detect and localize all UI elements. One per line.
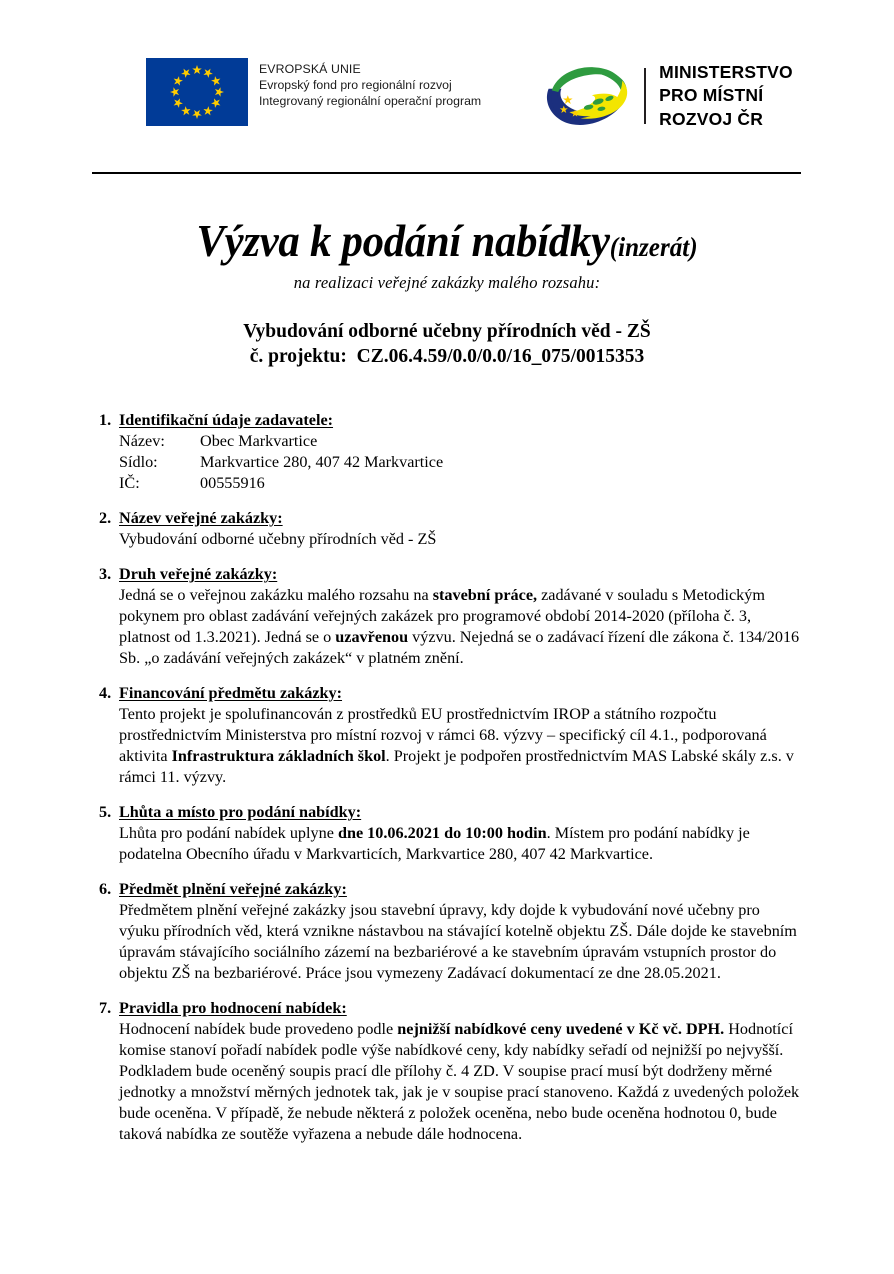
project-name: Vybudování odborné učebny přírodních věd - ZŠ — [243, 321, 651, 342]
section-number: 7. — [99, 999, 112, 1018]
section-6 — [99, 879, 801, 984]
project-number-label: č. projektu: — [249, 346, 347, 368]
paragraph-text: Hodnotící komise stanoví pořadí nabídek podle výše nabídkové ceny, kdy nabídky seřadí od nejnižší po nejvyšší. Podkladem bude oceněný soupis prací dle přílohy č. 4 ZD. V soupise prací musí být dodrženy měrné jednotky a množství měrných jednotek tak, jak je v soupise prací stanoveno. Každá z uvedených položek bude oceněna. V případě, že nebude některá z položek oceněna, nebo bude oceněna hodnotou 0, bude taková nabídka ze soutěže vyřazena a nebude dále hodnocena. — [119, 1020, 800, 1143]
paragraph-text: . Místem pro podání nabídky je podatelna Obecního úřadu v Markvarticích, Markvartice 280, 407 42 Markvartice. — [119, 824, 750, 864]
section-paragraph — [119, 823, 801, 865]
paragraph-text: Hodnocení nabídek bude provedeno podle — [119, 1020, 398, 1039]
section-number: 5. — [99, 803, 112, 822]
section-title: Název veřejné zakázky: — [119, 509, 283, 528]
section-paragraph — [119, 585, 801, 669]
field-label: Název: — [119, 432, 165, 451]
section-title: Pravidla pro hodnocení nabídek: — [119, 999, 347, 1018]
section-7 — [99, 998, 801, 1145]
section-paragraph — [119, 704, 801, 788]
field-row — [119, 431, 801, 452]
eu-stars-icon — [146, 58, 248, 126]
section-heading — [99, 508, 801, 529]
section-title: Identifikační údaje zadavatele: — [119, 411, 334, 429]
field-value: Markvartice 280, 407 42 Markvartice — [200, 453, 444, 472]
section-5 — [99, 802, 801, 865]
identification-fields — [119, 431, 801, 494]
eu-logo-text — [259, 58, 481, 110]
section-number: 2. — [99, 509, 112, 528]
eu-logo-block — [146, 58, 481, 126]
project-number-value: CZ.06.4.59/0.0/0.0/16_075/0015353 — [356, 346, 645, 368]
eu-line-2: Evropský fond pro regionální rozvoj — [259, 77, 452, 92]
eu-flag-icon — [146, 58, 248, 126]
section-heading — [99, 683, 801, 704]
paragraph-text: Předmětem plnění veřejné zakázky jsou stavební úpravy, kdy dojde k vybudování nové učebny pro výuku přírodních věd, která vznikne nástavbou na stávající kotelně objektu ZŠ. Dále dojde ke stavebním úpravám stávajícího sociálního zázemí na bezbariérové a ke stavebním úpravám vstupních prostor do objektu ZŠ na bezbariérové. Práce jsou vymezeny Zadávací dokumentací ze dne 28.05.2021. — [119, 901, 797, 983]
section-heading — [99, 802, 801, 823]
field-value: Obec Markvartice — [200, 432, 318, 451]
mmr-line-3: ROZVOJ ČR — [659, 108, 764, 129]
section-1 — [99, 410, 801, 494]
mmr-divider — [644, 68, 646, 124]
section-title: Financování předmětu zakázky: — [119, 684, 343, 703]
section-heading — [99, 998, 801, 1019]
field-row — [119, 452, 801, 473]
document-header — [92, 58, 802, 150]
header-horizontal-rule — [92, 172, 801, 174]
section-number: 3. — [99, 565, 112, 584]
paragraph-text: výzvu. Nejedná se o zadávací řízení dle zákona č. 134/2016 Sb. „o zadávání veřejných zakázek“ v platném znění. — [119, 628, 800, 668]
mmr-logo-text — [659, 61, 793, 131]
title-block — [0, 215, 894, 370]
section-number: 6. — [99, 880, 112, 899]
mmr-logo-block — [539, 58, 793, 132]
field-label: IČ: — [119, 474, 140, 493]
field-row — [119, 473, 801, 494]
section-number: 4. — [99, 684, 112, 703]
paragraph-text: . Projekt je podpořen prostřednictvím MAS Labské skály z.s. v rámci 11. výzvy. — [119, 747, 794, 787]
paragraph-text: zadávané v souladu s Metodickým pokynem pro oblast zadávání veřejných zakázek pro programové období 2014-2020 (příloha č. 3, platnost od 1.3.2021). Jedná se o — [119, 586, 765, 647]
section-3 — [99, 564, 801, 669]
emphasis-text: Infrastruktura základních škol — [171, 747, 386, 766]
section-heading — [99, 564, 801, 585]
eu-line-3: Integrovaný regionální operační program — [259, 93, 482, 108]
section-title: Lhůta a místo pro podání nabídky: — [119, 803, 362, 822]
document-body — [99, 410, 801, 1145]
mmr-emblem-icon — [539, 60, 635, 132]
emphasis-text: stavební práce, — [432, 586, 538, 605]
section-heading — [99, 410, 801, 431]
section-title: Druh veřejné zakázky: — [119, 565, 278, 584]
section-paragraph — [119, 1019, 801, 1145]
section-paragraph — [119, 900, 801, 984]
project-number-line — [0, 344, 894, 369]
section-heading — [99, 879, 801, 900]
emphasis-text: dne 10.06.2021 do 10:00 hodin — [337, 824, 547, 843]
section-paragraph: Vybudování odborné učebny přírodních věd - ZŠ — [119, 530, 437, 549]
section-4 — [99, 683, 801, 788]
paragraph-text: Tento projekt je spolufinancován z prostředků EU prostřednictvím IROP a státního rozpočtu prostřednictvím Ministerstva pro místní rozvoj v rámci 68. výzvy – specifický cíl 4.1., podporovaná aktivita — [119, 705, 767, 766]
emphasis-text: uzavřenou — [335, 628, 409, 647]
page-title-suffix: (inzerát) — [609, 232, 698, 262]
page-title — [31, 215, 862, 266]
mmr-line-2: PRO MÍSTNÍ — [659, 85, 764, 106]
field-label: Sídlo: — [119, 453, 158, 472]
emphasis-text: nejnižší nabídkové ceny uvedené v Kč vč. DPH. — [397, 1020, 725, 1039]
section-2 — [99, 508, 801, 550]
field-value: 00555916 — [200, 474, 265, 493]
section-number: 1. — [99, 411, 112, 429]
paragraph-text: Jedná se o veřejnou zakázku malého rozsahu na — [119, 586, 433, 605]
page-subtitle: na realizaci veřejné zakázky malého rozsahu: — [293, 273, 601, 292]
page-title-text: Výzva k podání nabídky — [196, 215, 610, 266]
mmr-line-1: MINISTERSTVO — [659, 62, 793, 83]
section-title: Předmět plnění veřejné zakázky: — [119, 880, 347, 899]
eu-line-1: EVROPSKÁ UNIE — [259, 62, 361, 76]
paragraph-text: Lhůta pro podání nabídek uplyne — [119, 824, 338, 843]
